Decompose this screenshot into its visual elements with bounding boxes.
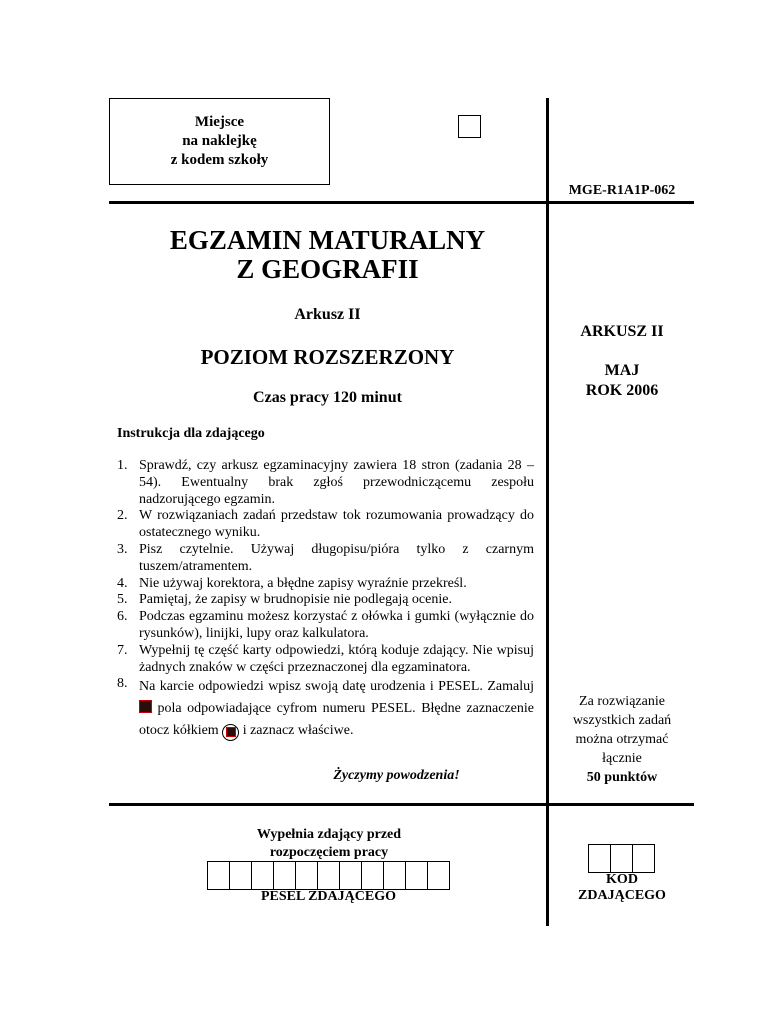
list-item [117, 576, 534, 593]
item-text: Sprawdź, czy arkusz egzaminacyjny zawiera 18 stron (zadania 28 – 54). Ewentualny brak zgłoś przewodniczącemu zespołu nadzorującego egzamin. [139, 458, 534, 507]
filled-mark-icon [226, 727, 236, 737]
pesel-digit-box[interactable] [229, 861, 252, 890]
filled-mark-icon [139, 700, 152, 713]
sticker-line-3: z kodem szkoły [170, 152, 269, 168]
list-item [117, 542, 534, 576]
exam-year: ROK 2006 [585, 382, 659, 399]
points-total: 50 punktów [586, 770, 658, 785]
item-text: Pisz czytelnie. Używaj długopisu/pióra tylko z czarnym tuszem/atramentem. [139, 541, 534, 574]
item-text: W rozwiązaniach zadań przedstaw tok rozumowania prowadzący do ostatecznego wyniku. [139, 508, 534, 541]
level-label: POZIOM ROZSZERZONY [200, 345, 455, 369]
instructions-heading: Instrukcja dla zdającego [117, 426, 265, 441]
page-title [109, 226, 546, 284]
good-luck-text: Życzymy powodzenia! [333, 768, 460, 783]
list-item [117, 676, 534, 742]
school-code-sticker-area [109, 98, 330, 185]
item-number: 4. [117, 575, 128, 591]
item-text: Wypełnij tę część karty odpowiedzi, którą koduje zdający. Nie wpisuj żadnych znaków w części przeznaczonej dla egzaminatora. [139, 642, 534, 675]
list-item [117, 609, 534, 643]
exam-month: MAJ [604, 362, 640, 379]
item-text: Nie używaj korektora, a błędne zapisy wyraźnie przekreśl. [139, 575, 467, 591]
pesel-digit-box[interactable] [207, 861, 230, 890]
pesel-digit-box[interactable] [427, 861, 450, 890]
sticker-line-2: na naklejkę [182, 133, 257, 149]
sticker-line-1: Miejsce [194, 114, 245, 130]
item-text: Pamiętaj, że zapisy w brudnopisie nie podlegają ocenie. [139, 592, 452, 608]
exam-code: MGE-R1A1P-062 [568, 183, 676, 198]
code-input-boxes [589, 844, 655, 873]
pesel-label: PESEL ZDAJĄCEGO [261, 889, 396, 904]
list-item [117, 508, 534, 542]
item-text [139, 676, 534, 742]
fill-line-1: Wypełnia zdający przed [256, 827, 402, 842]
list-item [117, 458, 534, 508]
points-line-3: można otrzymać [575, 732, 669, 747]
right-sheet-label: ARKUSZ II [580, 323, 664, 340]
code-label [552, 872, 692, 904]
list-item [117, 592, 534, 609]
points-line-1: Za rozwiązanie [579, 694, 665, 709]
pesel-input-boxes [208, 861, 450, 890]
item-number: 5. [117, 592, 128, 608]
pesel-digit-box[interactable] [339, 861, 362, 890]
points-line-2: wszystkich zadań [572, 713, 672, 728]
time-label: Czas pracy 120 minut [253, 389, 402, 406]
fill-instruction [209, 826, 449, 862]
item8-part1: Na karcie odpowiedzi wpisz swoją datę urodzenia i PESEL. Zamaluj [139, 679, 534, 695]
pesel-digit-box[interactable] [273, 861, 296, 890]
code-label-line-1: KOD [606, 872, 638, 887]
pesel-digit-box[interactable] [317, 861, 340, 890]
top-divider [109, 201, 694, 204]
instructions-list [117, 458, 534, 742]
pesel-digit-box[interactable] [295, 861, 318, 890]
item-number: 7. [117, 642, 128, 658]
bottom-divider [109, 803, 694, 806]
points-info [552, 692, 692, 787]
code-label-line-2: ZDAJĄCEGO [578, 888, 666, 903]
vertical-divider [546, 98, 549, 926]
pesel-digit-box[interactable] [361, 861, 384, 890]
fill-line-2: rozpoczęciem pracy [269, 845, 389, 860]
list-item [117, 643, 534, 677]
pesel-digit-box[interactable] [383, 861, 406, 890]
item-number: 8. [117, 676, 128, 692]
item-number: 2. [117, 508, 128, 524]
item8-part3: i zaznacz właściwe. [242, 723, 354, 739]
item-number: 3. [117, 541, 128, 557]
item-number: 6. [117, 609, 128, 625]
code-digit-box[interactable] [588, 844, 611, 873]
code-digit-box[interactable] [610, 844, 633, 873]
sheet-label: Arkusz II [294, 306, 361, 323]
item8-part2: pola odpowiadające cyfrom numeru PESEL. Błędne zaznaczenie otocz kółkiem [139, 701, 535, 739]
circled-mark-icon [222, 724, 239, 741]
pesel-digit-box[interactable] [405, 861, 428, 890]
pesel-digit-box[interactable] [251, 861, 274, 890]
item-text: Podczas egzaminu możesz korzystać z ołówka i gumki (wyłącznie do rysunków), linijki, lupy oraz kalkulatora. [139, 609, 534, 641]
title-line-2: Z GEOGRAFII [236, 254, 419, 284]
points-line-4: łącznie [602, 751, 642, 766]
code-digit-box[interactable] [632, 844, 655, 873]
item-number: 1. [117, 458, 128, 473]
dyslexia-checkbox[interactable] [458, 115, 481, 138]
title-line-1: EGZAMIN MATURALNY [169, 225, 486, 255]
